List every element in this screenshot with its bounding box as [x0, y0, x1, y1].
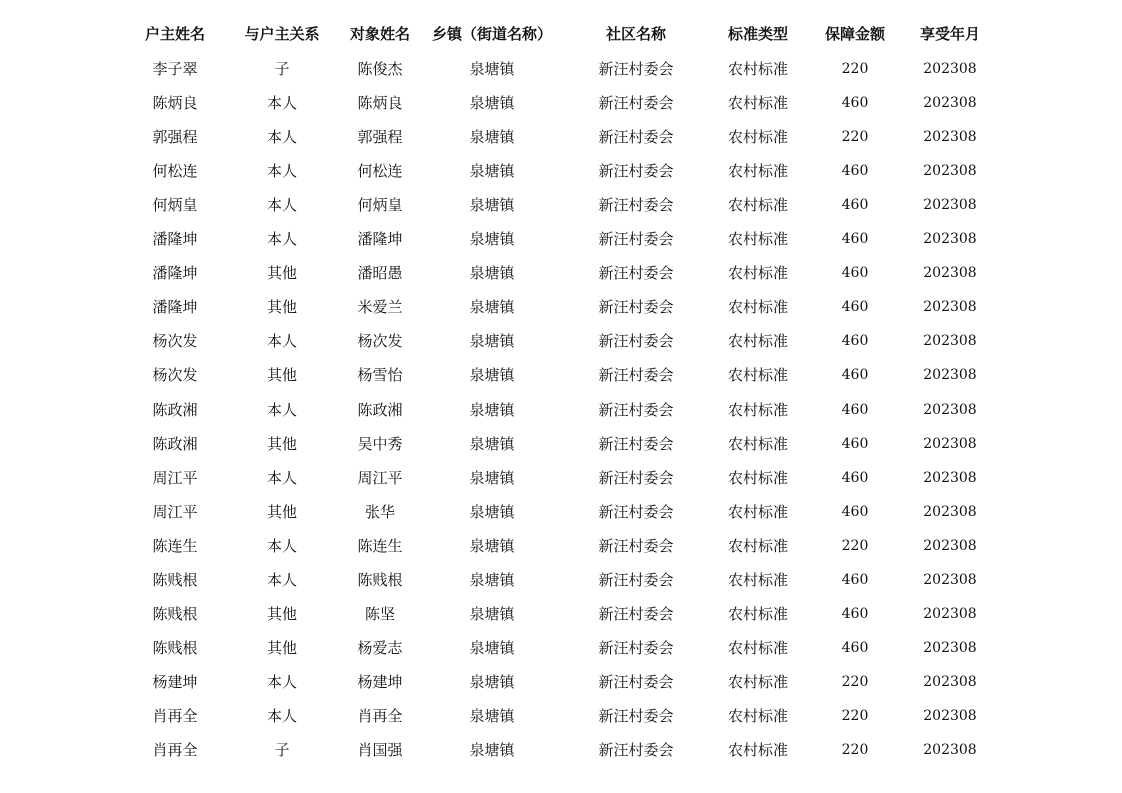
cell-household-head: 陈政湘	[152, 400, 198, 419]
cell-community: 新汪村委会	[598, 366, 674, 385]
cell-household-head: 潘隆坤	[152, 264, 198, 283]
cell-recipient-name: 郭强程	[357, 128, 403, 147]
header-household-head: 户主姓名	[144, 25, 205, 43]
cell-month: 202308	[923, 367, 977, 384]
cell-township: 泉塘镇	[469, 298, 515, 317]
cell-recipient-name: 何松连	[357, 162, 403, 181]
cell-household-head: 潘隆坤	[152, 298, 198, 317]
table-row	[0, 733, 1122, 767]
cell-relationship: 本人	[266, 94, 297, 113]
cell-community: 新汪村委会	[598, 434, 674, 453]
cell-amount: 460	[841, 571, 869, 588]
cell-standard-type: 农村标准	[727, 94, 788, 113]
cell-township: 泉塘镇	[469, 502, 515, 521]
table-row	[0, 120, 1122, 154]
cell-household-head: 肖再全	[152, 741, 198, 759]
cell-amount: 460	[841, 401, 869, 418]
cell-standard-type: 农村标准	[727, 638, 788, 657]
cell-township: 泉塘镇	[469, 60, 515, 78]
cell-month: 202308	[923, 673, 977, 690]
cell-household-head: 杨次发	[152, 332, 198, 351]
cell-standard-type: 农村标准	[727, 434, 788, 453]
cell-township: 泉塘镇	[469, 162, 515, 181]
cell-household-head: 陈贱根	[152, 604, 198, 623]
cell-standard-type: 农村标准	[727, 400, 788, 419]
cell-relationship: 本人	[266, 400, 297, 419]
cell-recipient-name: 周江平	[357, 468, 403, 487]
cell-amount: 220	[841, 673, 869, 690]
cell-recipient-name: 陈连生	[357, 536, 403, 555]
cell-household-head: 杨次发	[152, 366, 198, 385]
cell-relationship: 其他	[266, 264, 297, 283]
cell-household-head: 何炳皇	[152, 196, 198, 215]
cell-amount: 460	[841, 503, 869, 520]
cell-standard-type: 农村标准	[727, 468, 788, 487]
cell-relationship: 其他	[266, 604, 297, 623]
cell-recipient-name: 潘隆坤	[357, 230, 403, 249]
cell-standard-type: 农村标准	[727, 128, 788, 147]
cell-community: 新汪村委会	[598, 400, 674, 419]
cell-month: 202308	[923, 707, 977, 724]
cell-month: 202308	[923, 265, 977, 282]
cell-recipient-name: 张华	[364, 502, 395, 521]
cell-standard-type: 农村标准	[727, 570, 788, 589]
cell-month: 202308	[923, 503, 977, 520]
cell-township: 泉塘镇	[469, 196, 515, 215]
cell-standard-type: 农村标准	[727, 332, 788, 351]
cell-amount: 460	[841, 163, 869, 180]
cell-standard-type: 农村标准	[727, 604, 788, 623]
cell-amount: 220	[841, 537, 869, 554]
cell-township: 泉塘镇	[469, 570, 515, 589]
cell-community: 新汪村委会	[598, 570, 674, 589]
table-row	[0, 393, 1122, 427]
header-relationship: 与户主关系	[244, 25, 320, 43]
cell-standard-type: 农村标准	[727, 162, 788, 181]
cell-amount: 460	[841, 197, 869, 214]
cell-community: 新汪村委会	[598, 672, 674, 691]
cell-standard-type: 农村标准	[727, 366, 788, 385]
cell-recipient-name: 陈贱根	[357, 570, 403, 589]
cell-recipient-name: 陈政湘	[357, 400, 403, 419]
cell-amount: 460	[841, 435, 869, 452]
table-row	[0, 290, 1122, 324]
cell-household-head: 陈政湘	[152, 434, 198, 453]
cell-township: 泉塘镇	[469, 638, 515, 657]
cell-relationship: 本人	[266, 332, 297, 351]
cell-recipient-name: 肖再全	[357, 706, 403, 725]
cell-month: 202308	[923, 61, 977, 77]
table-row	[0, 699, 1122, 733]
cell-township: 泉塘镇	[469, 94, 515, 113]
cell-community: 新汪村委会	[598, 230, 674, 249]
cell-township: 泉塘镇	[469, 741, 515, 759]
cell-household-head: 杨建坤	[152, 672, 198, 691]
cell-community: 新汪村委会	[598, 706, 674, 725]
cell-recipient-name: 潘昭愚	[357, 264, 403, 283]
cell-household-head: 周江平	[152, 468, 198, 487]
cell-recipient-name: 何炳皇	[357, 196, 403, 215]
cell-community: 新汪村委会	[598, 741, 674, 759]
table-row	[0, 86, 1122, 120]
cell-relationship: 本人	[266, 230, 297, 249]
cell-month: 202308	[923, 605, 977, 622]
cell-recipient-name: 陈坚	[364, 604, 395, 623]
cell-household-head: 陈炳良	[152, 94, 198, 113]
cell-relationship: 子	[274, 741, 290, 759]
cell-community: 新汪村委会	[598, 264, 674, 283]
cell-standard-type: 农村标准	[727, 264, 788, 283]
cell-amount: 460	[841, 299, 869, 316]
cell-relationship: 本人	[266, 536, 297, 555]
cell-community: 新汪村委会	[598, 332, 674, 351]
cell-household-head: 何松连	[152, 162, 198, 181]
table-row	[0, 358, 1122, 392]
cell-community: 新汪村委会	[598, 468, 674, 487]
cell-recipient-name: 杨建坤	[357, 672, 403, 691]
cell-relationship: 其他	[266, 502, 297, 521]
cell-township: 泉塘镇	[469, 604, 515, 623]
cell-month: 202308	[923, 163, 977, 180]
cell-standard-type: 农村标准	[727, 502, 788, 521]
cell-township: 泉塘镇	[469, 332, 515, 351]
cell-community: 新汪村委会	[598, 196, 674, 215]
cell-recipient-name: 肖国强	[357, 741, 403, 759]
cell-household-head: 陈贱根	[152, 570, 198, 589]
cell-month: 202308	[923, 197, 977, 214]
cell-amount: 460	[841, 231, 869, 248]
cell-amount: 220	[841, 707, 869, 724]
table-row	[0, 222, 1122, 256]
cell-relationship: 子	[274, 60, 290, 78]
table-row	[0, 665, 1122, 699]
cell-standard-type: 农村标准	[727, 536, 788, 555]
cell-township: 泉塘镇	[469, 468, 515, 487]
cell-community: 新汪村委会	[598, 536, 674, 555]
table-row	[0, 188, 1122, 222]
cell-amount: 460	[841, 333, 869, 350]
cell-recipient-name: 杨雪怡	[357, 366, 403, 385]
cell-community: 新汪村委会	[598, 298, 674, 317]
table-row	[0, 324, 1122, 358]
cell-recipient-name: 杨爱志	[357, 638, 403, 657]
cell-standard-type: 农村标准	[727, 741, 788, 759]
cell-recipient-name: 杨次发	[357, 332, 403, 351]
cell-household-head: 肖再全	[152, 706, 198, 725]
cell-standard-type: 农村标准	[727, 298, 788, 317]
table-row	[0, 597, 1122, 631]
cell-household-head: 郭强程	[152, 128, 198, 147]
cell-relationship: 本人	[266, 672, 297, 691]
cell-relationship: 其他	[266, 366, 297, 385]
cell-amount: 460	[841, 95, 869, 112]
cell-month: 202308	[923, 435, 977, 452]
cell-relationship: 本人	[266, 570, 297, 589]
cell-township: 泉塘镇	[469, 672, 515, 691]
cell-month: 202308	[923, 333, 977, 350]
cell-township: 泉塘镇	[469, 536, 515, 555]
table-row	[0, 563, 1122, 597]
header-amount: 保障金额	[824, 25, 885, 43]
cell-township: 泉塘镇	[469, 706, 515, 725]
cell-standard-type: 农村标准	[727, 672, 788, 691]
cell-standard-type: 农村标准	[727, 706, 788, 725]
cell-relationship: 本人	[266, 162, 297, 181]
cell-township: 泉塘镇	[469, 128, 515, 147]
cell-household-head: 陈连生	[152, 536, 198, 555]
cell-month: 202308	[923, 469, 977, 486]
header-township: 乡镇（街道名称）	[431, 25, 552, 43]
cell-relationship: 其他	[266, 638, 297, 657]
cell-month: 202308	[923, 742, 977, 758]
cell-relationship: 本人	[266, 468, 297, 487]
cell-relationship: 其他	[266, 434, 297, 453]
cell-community: 新汪村委会	[598, 60, 674, 78]
cell-relationship: 本人	[266, 196, 297, 215]
cell-amount: 460	[841, 265, 869, 282]
header-standard-type: 标准类型	[727, 25, 788, 43]
cell-amount: 460	[841, 639, 869, 656]
cell-recipient-name: 陈俊杰	[357, 60, 403, 78]
cell-recipient-name: 米爱兰	[357, 298, 403, 317]
table-row	[0, 52, 1122, 86]
cell-household-head: 陈贱根	[152, 638, 198, 657]
cell-month: 202308	[923, 95, 977, 112]
cell-township: 泉塘镇	[469, 434, 515, 453]
header-community: 社区名称	[605, 25, 666, 43]
header-recipient-name: 对象姓名	[349, 25, 410, 43]
cell-month: 202308	[923, 639, 977, 656]
cell-township: 泉塘镇	[469, 400, 515, 419]
cell-township: 泉塘镇	[469, 264, 515, 283]
table-row	[0, 495, 1122, 529]
table-row	[0, 631, 1122, 665]
cell-community: 新汪村委会	[598, 128, 674, 147]
cell-community: 新汪村委会	[598, 94, 674, 113]
cell-month: 202308	[923, 129, 977, 146]
cell-township: 泉塘镇	[469, 230, 515, 249]
cell-household-head: 周江平	[152, 502, 198, 521]
cell-amount: 220	[841, 742, 869, 758]
cell-community: 新汪村委会	[598, 502, 674, 521]
cell-month: 202308	[923, 231, 977, 248]
cell-household-head: 潘隆坤	[152, 230, 198, 249]
cell-household-head: 李子翠	[152, 60, 198, 78]
cell-recipient-name: 吴中秀	[357, 434, 403, 453]
cell-relationship: 本人	[266, 128, 297, 147]
cell-relationship: 本人	[266, 706, 297, 725]
cell-community: 新汪村委会	[598, 604, 674, 623]
cell-standard-type: 农村标准	[727, 230, 788, 249]
cell-community: 新汪村委会	[598, 638, 674, 657]
table-row	[0, 154, 1122, 188]
table-row	[0, 529, 1122, 563]
cell-amount: 460	[841, 605, 869, 622]
table-row	[0, 461, 1122, 495]
table-row	[0, 256, 1122, 290]
cell-standard-type: 农村标准	[727, 196, 788, 215]
cell-standard-type: 农村标准	[727, 60, 788, 78]
cell-amount: 220	[841, 61, 869, 77]
cell-amount: 460	[841, 367, 869, 384]
cell-community: 新汪村委会	[598, 162, 674, 181]
cell-month: 202308	[923, 401, 977, 418]
cell-township: 泉塘镇	[469, 366, 515, 385]
cell-amount: 220	[841, 129, 869, 146]
table-header-row	[0, 17, 1122, 51]
header-month: 享受年月	[919, 25, 980, 43]
cell-month: 202308	[923, 299, 977, 316]
cell-relationship: 其他	[266, 298, 297, 317]
cell-amount: 460	[841, 469, 869, 486]
table-row	[0, 427, 1122, 461]
cell-month: 202308	[923, 537, 977, 554]
cell-recipient-name: 陈炳良	[357, 94, 403, 113]
cell-month: 202308	[923, 571, 977, 588]
